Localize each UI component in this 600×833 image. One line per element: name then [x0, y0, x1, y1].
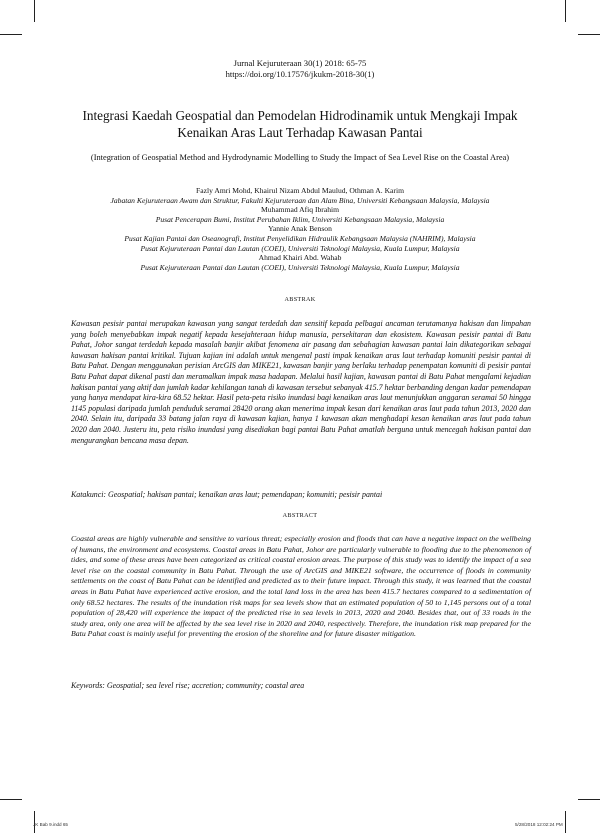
crop-mark: [565, 0, 566, 22]
author-affiliation: Pusat Pencerapan Bumi, Institut Perubahan Iklim, Universiti Kebangsaan Malaysia, Malaysia: [155, 214, 445, 224]
paper-title: Integrasi Kaedah Geospatial dan Pemodelan Hidrodinamik untuk Mengkaji Impak Kenaikan Aras Laut Terhadap Kawasan Pantai: [82, 108, 518, 140]
print-footer-file: JK Bab 9.indd 65: [33, 822, 68, 827]
abstrak-heading: ABSTRAK: [284, 296, 316, 303]
author-names: Ahmad Khairi Abd. Wahab: [258, 253, 342, 263]
print-footer-timestamp: 5/28/2018 12:02:24 PM: [515, 822, 563, 827]
crop-mark: [578, 34, 600, 35]
author-affiliation: Pusat Kejuruteraan Pantai dan Lautan (COEI), Universiti Teknologi Malaysia, Kuala Lumpur, Malaysia: [140, 243, 460, 253]
crop-mark: [0, 34, 22, 35]
author-names: Yannie Anak Benson: [268, 224, 332, 234]
author-affiliation: Pusat Kejuruteraan Pantai dan Lautan (COEI), Universiti Teknologi Malaysia, Kuala Lumpur, Malaysia: [140, 262, 460, 272]
crop-mark: [578, 799, 600, 800]
journal-doi[interactable]: https://doi.org/10.17576/jkukm-2018-30(1): [225, 69, 375, 79]
crop-mark: [565, 811, 566, 833]
crop-mark: [34, 0, 35, 22]
abstrak-keywords: Katakunci: Geospatial; hakisan pantai; kenaikan aras laut; pemendapan; komuniti; pesisir pantai: [71, 490, 383, 499]
author-affiliation: Pusat Kajian Pantai dan Oseanografi, Institut Penyelidikan Hidraulik Kebangsaan Malaysia (NAHRIM), Malaysia: [124, 233, 476, 243]
paper-english-title: (Integration of Geospatial Method and Hydrodynamic Modelling to Study the Impact of Sea Level Rise on the Coastal Area): [90, 153, 510, 162]
journal-citation: Jurnal Kejuruteraan 30(1) 2018: 65-75: [233, 58, 367, 68]
crop-mark: [0, 799, 22, 800]
author-block: [40, 186, 560, 272]
author-affiliation: Jabatan Kejuruteraan Awam dan Struktur, Fakulti Kejuruteraan dan Alam Bina, Universiti Kebangsaan Malaysia, Malaysia: [110, 195, 490, 205]
author-names: Muhammad Afiq Ibrahim: [260, 205, 340, 215]
abstract-body: Coastal areas are highly vulnerable and sensitive to various threat; especially erosion and floods that can have a negative impact on the wellbeing of humans, the environment and ecosystems. Coastal areas in Batu Pahat, Johor are particularly vulnerable to flooding due to the phenomenon of tides, and some of these areas have been categorized as critical coastal erosion areas. The purpose of this study was to identify the impact of a sea level rise on the coastal community in Batu Pahat. Through the use of ArcGIS and MIKE21 software, the occurrence of floods in community settlements on the coast of Batu Pahat can be identified and predicted as to their future impact. Through this study, it was learned that the coastal areas in Batu Pahat have experienced active erosion, and the total land loss in the area has been 415.7 hectares compared to a sedimentation of only 68.52 hectares. The results of the inundation risk maps for sea levels show that an estimated population of 50 to 1,145 persons out of a total population of 28,420 will experience the impact of the predicted rise in sea levels in 2013, 2020 and 2040. Besides that, out of 33 roads in the study area, only one area will be affected by the sea level rise in 2020 and 2040, respectively. Therefore, the inundation risk map prepared for the Batu Pahat coast is mainly useful for preventing the erosion of the shoreline and for future disaster mitigation.: [71, 534, 531, 639]
author-names: Fazly Amri Mohd, Khairul Nizam Abdul Maulud, Othman A. Karim: [196, 186, 404, 195]
abstract-keywords: Keywords: Geospatial; sea level rise; accretion; community; coastal area: [71, 681, 305, 690]
abstract-heading: ABSTRACT: [282, 512, 318, 519]
abstrak-body: Kawasan pesisir pantai merupakan kawasan yang sangat terdedah dan sensitif kepada pelbagai ancaman terutamanya hakisan dan limpahan yang boleh menyebabkan impak negatif kepada kesejahteraan hidup manusia, persekitaran dan ekosistem. Kawasan pesisir pantai di Batu Pahat, Johor sangat terdedah kepada masalah banjir akibat fenomena air pasang dan sebahagian kawasan pantai lain dikategorikan sebagai kawasan hakisan pantai kritikal. Tujuan kajian ini adalah untuk mengenal pasti impak kenaikan aras laut terhadap komuniti pesisir pantai di Batu Pahat. Dengan menggunakan perisian ArcGIS dan MIKE21, kawasan banjir yang berlaku terhadap penempatan komuniti di pesisir pantai Batu Pahat dapat dikenal pasti dan meramalkan impak masa hadapan. Melalui hasil kajian, kawasan pantai di Batu Pahat mengalami kejadian hakisan pantai yang aktif dan jumlah kadar kehilangan tanah di kawasan tersebut sebanyak 415.7 hektar berbanding dengan kadar pemendapan yang hanya mendapat kira-kira 68.52 hektar. Hasil peta-peta risiko inundasi bagi kenaikan aras laut menunjukkan anggaran seramai 50 hingga 1145 populasi daripada jumlah penduduk seramai 28420 orang akan menerima impak kesan dari kenaikan aras laut pada tahun 2013, 2020 dan 2040. Selain itu, daripada 33 batang jalan raya di kawasan kajian, hanya 1 kawasan akan menghadapi kesan kenaikan aras laut pada tahun 2020 dan 2040. Justeru itu, peta risiko inundasi yang disediakan bagi pantai Batu Pahat amatlah berguna untuk mencegah hakisan pantai dan mengurangkan bencana masa depan.: [71, 319, 531, 445]
